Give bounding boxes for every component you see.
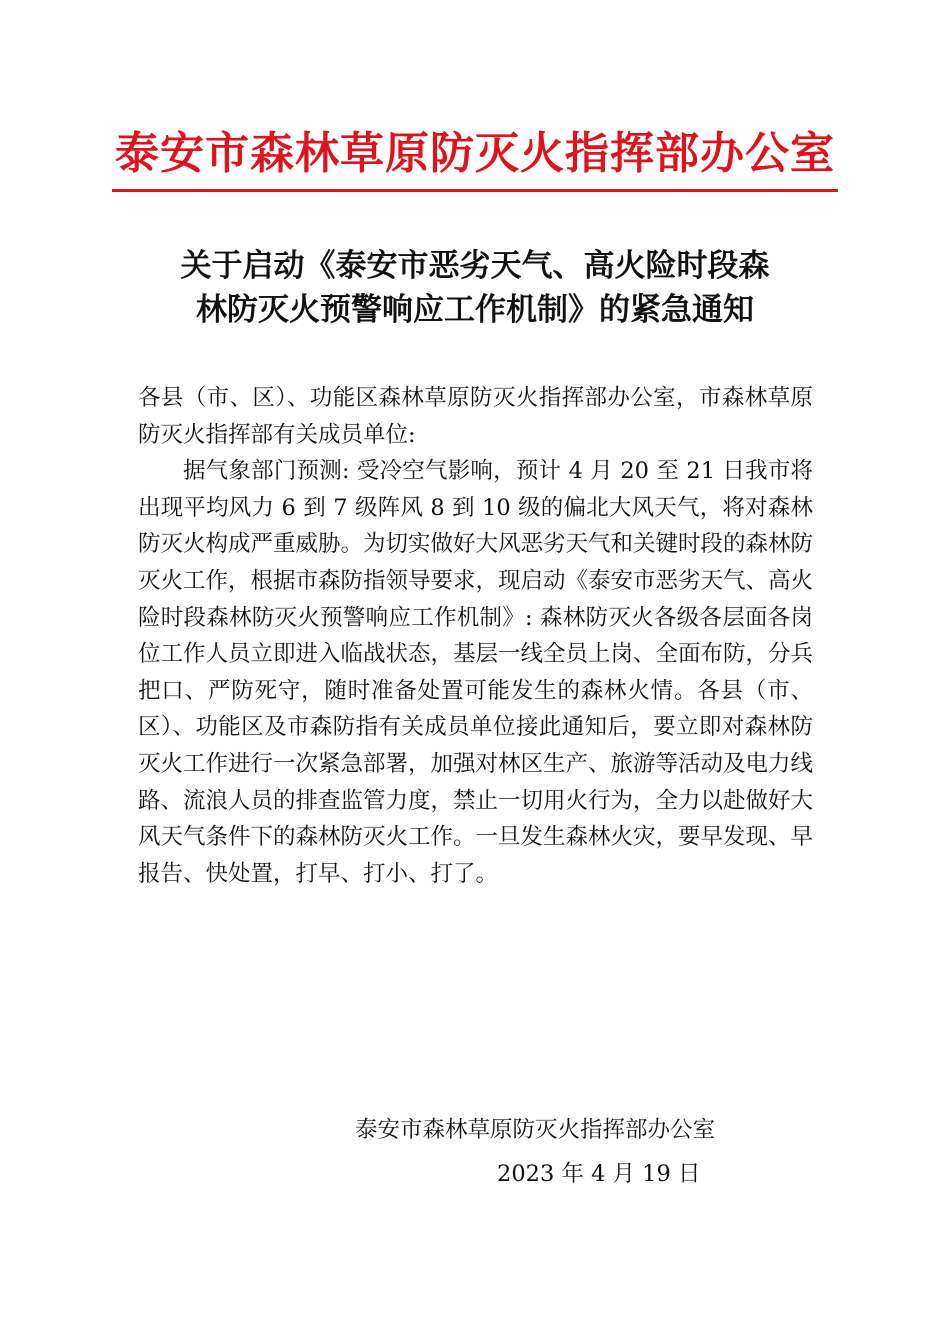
signature-date: 2023 年 4 月 19 日 [497, 1161, 701, 1187]
document-body [138, 380, 813, 892]
document-title-line-1: 关于启动《泰安市恶劣天气、高火险时段森 [180, 248, 770, 284]
document-header-issuer: 泰安市森林草原防灭火指挥部办公室 [115, 128, 835, 179]
document-title-line-2: 林防灭火预警响应工作机制》的紧急通知 [196, 292, 754, 328]
document-title [120, 244, 830, 332]
body-paragraph: 据气象部门预测: 受冷空气影响，预计 4 月 20 至 21 日我市将出现平均风力 6 到 7 级阵风 8 到 10 级的偏北大风天气，将对森林防灭火构成严重威胁。为切实做好大风恶劣天气和关键时段的森林防灭火工作，根据市森防指领导要求，现启动《泰安市恶劣天气、高火险时段森林防灭火预警响应工作机制》: 森林防灭火各级各层面各岗位工作人员立即进入临战状态，基层一线全员上岗、全面布防，分兵把口、严防死守，随时准备处置可能发生的森林火情。各县（市、区）、功能区及市森防指有关成员单位接此通知后，要立即对森林防灭火工作进行一次紧急部署，加强对林区生产、旅游等活动及电力线路、流浪人员的排查监管力度，禁止一切用火行为，全力以赴做好大风天气条件下的森林防灭火工作。一旦发生森林火灾，要早发现、早报告、快处置，打早、打小、打了。 [138, 458, 814, 887]
salutation: 各县（市、区）、功能区森林草原防灭火指挥部办公室，市森林草原防灭火指挥部有关成员单位: [138, 385, 813, 448]
header-red-rule [112, 189, 838, 192]
signature-organization: 泰安市森林草原防灭火指挥部办公室 [355, 1117, 716, 1143]
